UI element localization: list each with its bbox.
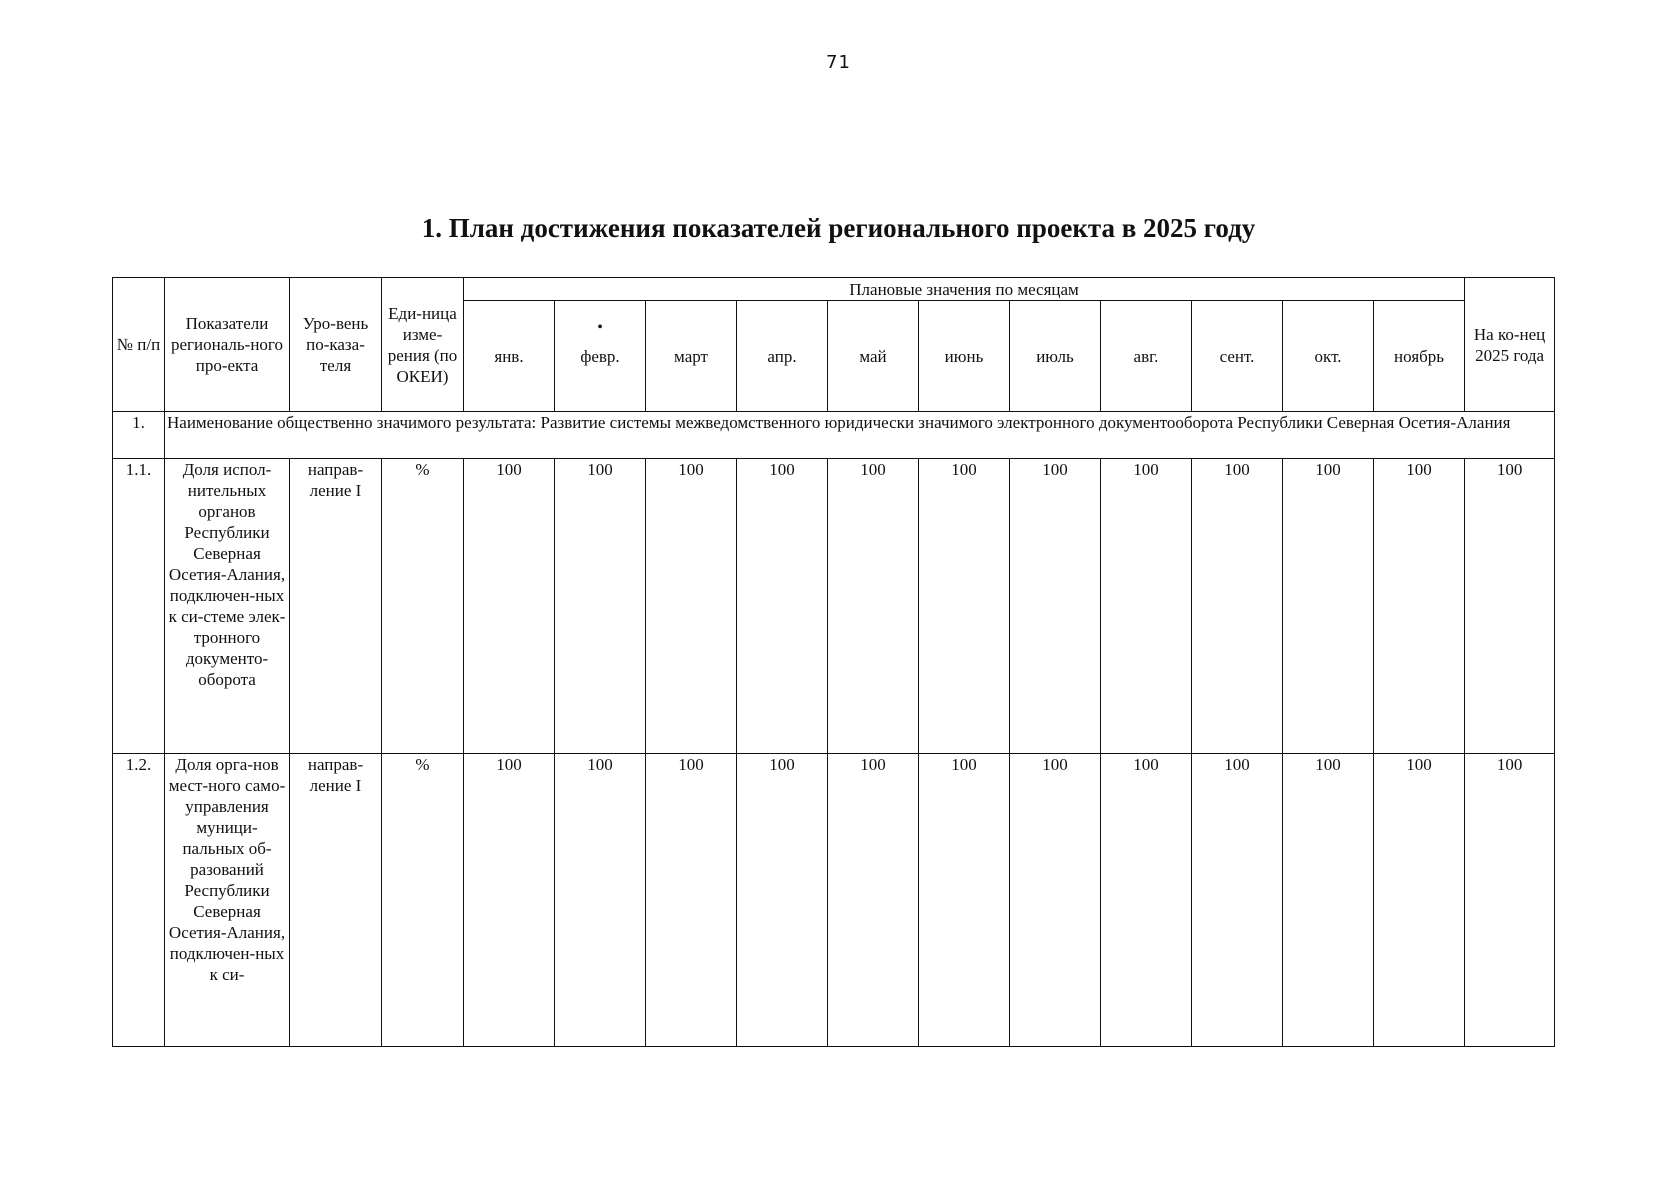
- row-num: 1.2.: [113, 754, 165, 1047]
- section-title: Наименование общественно значимого результата: Развитие системы межведомственного юридически значимого электронного документооборота Республики Северная Осетия-Алания: [165, 412, 1555, 459]
- page-number: 71: [826, 52, 851, 73]
- row-unit: %: [382, 459, 464, 754]
- row-value: 100: [828, 754, 919, 1047]
- header-month: июнь: [919, 301, 1010, 412]
- row-value: 100: [646, 754, 737, 1047]
- row-value: 100: [1283, 459, 1374, 754]
- row-value: 100: [1101, 754, 1192, 1047]
- row-value: 100: [555, 754, 646, 1047]
- row-value: 100: [919, 459, 1010, 754]
- row-value: 100: [1192, 754, 1283, 1047]
- page-title: 1. План достижения показателей регионального проекта в 2025 году: [421, 213, 1256, 243]
- header-num: № п/п: [113, 278, 165, 412]
- row-level: направ-ление I: [290, 754, 382, 1047]
- header-indicator: Показатели региональ-ного про-екта: [165, 278, 290, 412]
- row-value: 100: [1010, 754, 1101, 1047]
- row-indicator: Доля орга-нов мест-ного само-управления муници-пальных об-разований Республики Северная Осетия-Алания, подключен-ных к си-: [165, 754, 290, 1047]
- header-month: окт.: [1283, 301, 1374, 412]
- row-num: 1.1.: [113, 459, 165, 754]
- section-row: [113, 412, 1555, 459]
- header-month: авг.: [1101, 301, 1192, 412]
- row-value: 100: [919, 754, 1010, 1047]
- plan-table: [112, 277, 1555, 1047]
- row-value: 100: [464, 754, 555, 1047]
- row-level: направ-ление I: [290, 459, 382, 754]
- row-indicator: Доля испол-нительных органов Республики Северная Осетия-Алания, подключен-ных к си-стеме элек-тронного документо-оборота: [165, 459, 290, 754]
- table-row: [113, 459, 1555, 754]
- header-month-label: февр.: [580, 346, 620, 366]
- table-row: [113, 754, 1555, 1047]
- row-value: 100: [464, 459, 555, 754]
- row-value: 100: [1283, 754, 1374, 1047]
- header-planned-values: Плановые значения по месяцам: [464, 278, 1465, 301]
- row-value: 100: [1101, 459, 1192, 754]
- row-value: 100: [737, 754, 828, 1047]
- header-month: янв.: [464, 301, 555, 412]
- row-value: 100: [1374, 459, 1465, 754]
- header-month: март: [646, 301, 737, 412]
- bullet-marker: •: [597, 319, 603, 336]
- row-value: 100: [1374, 754, 1465, 1047]
- header-month: [555, 301, 646, 412]
- header-level: Уро-вень по-каза-теля: [290, 278, 382, 412]
- header-month: ноябрь: [1374, 301, 1465, 412]
- row-value: 100: [828, 459, 919, 754]
- header-month: июль: [1010, 301, 1101, 412]
- section-num: 1.: [113, 412, 165, 459]
- row-value: 100: [1192, 459, 1283, 754]
- row-value: 100: [1010, 459, 1101, 754]
- row-value: 100: [737, 459, 828, 754]
- header-year-end: На ко-нец 2025 года: [1465, 278, 1555, 412]
- row-value: 100: [555, 459, 646, 754]
- row-unit: %: [382, 754, 464, 1047]
- row-year-end: 100: [1465, 459, 1555, 754]
- header-month: апр.: [737, 301, 828, 412]
- header-unit: Еди-ница изме-рения (по ОКЕИ): [382, 278, 464, 412]
- row-value: 100: [646, 459, 737, 754]
- header-month: май: [828, 301, 919, 412]
- row-year-end: 100: [1465, 754, 1555, 1047]
- header-month: сент.: [1192, 301, 1283, 412]
